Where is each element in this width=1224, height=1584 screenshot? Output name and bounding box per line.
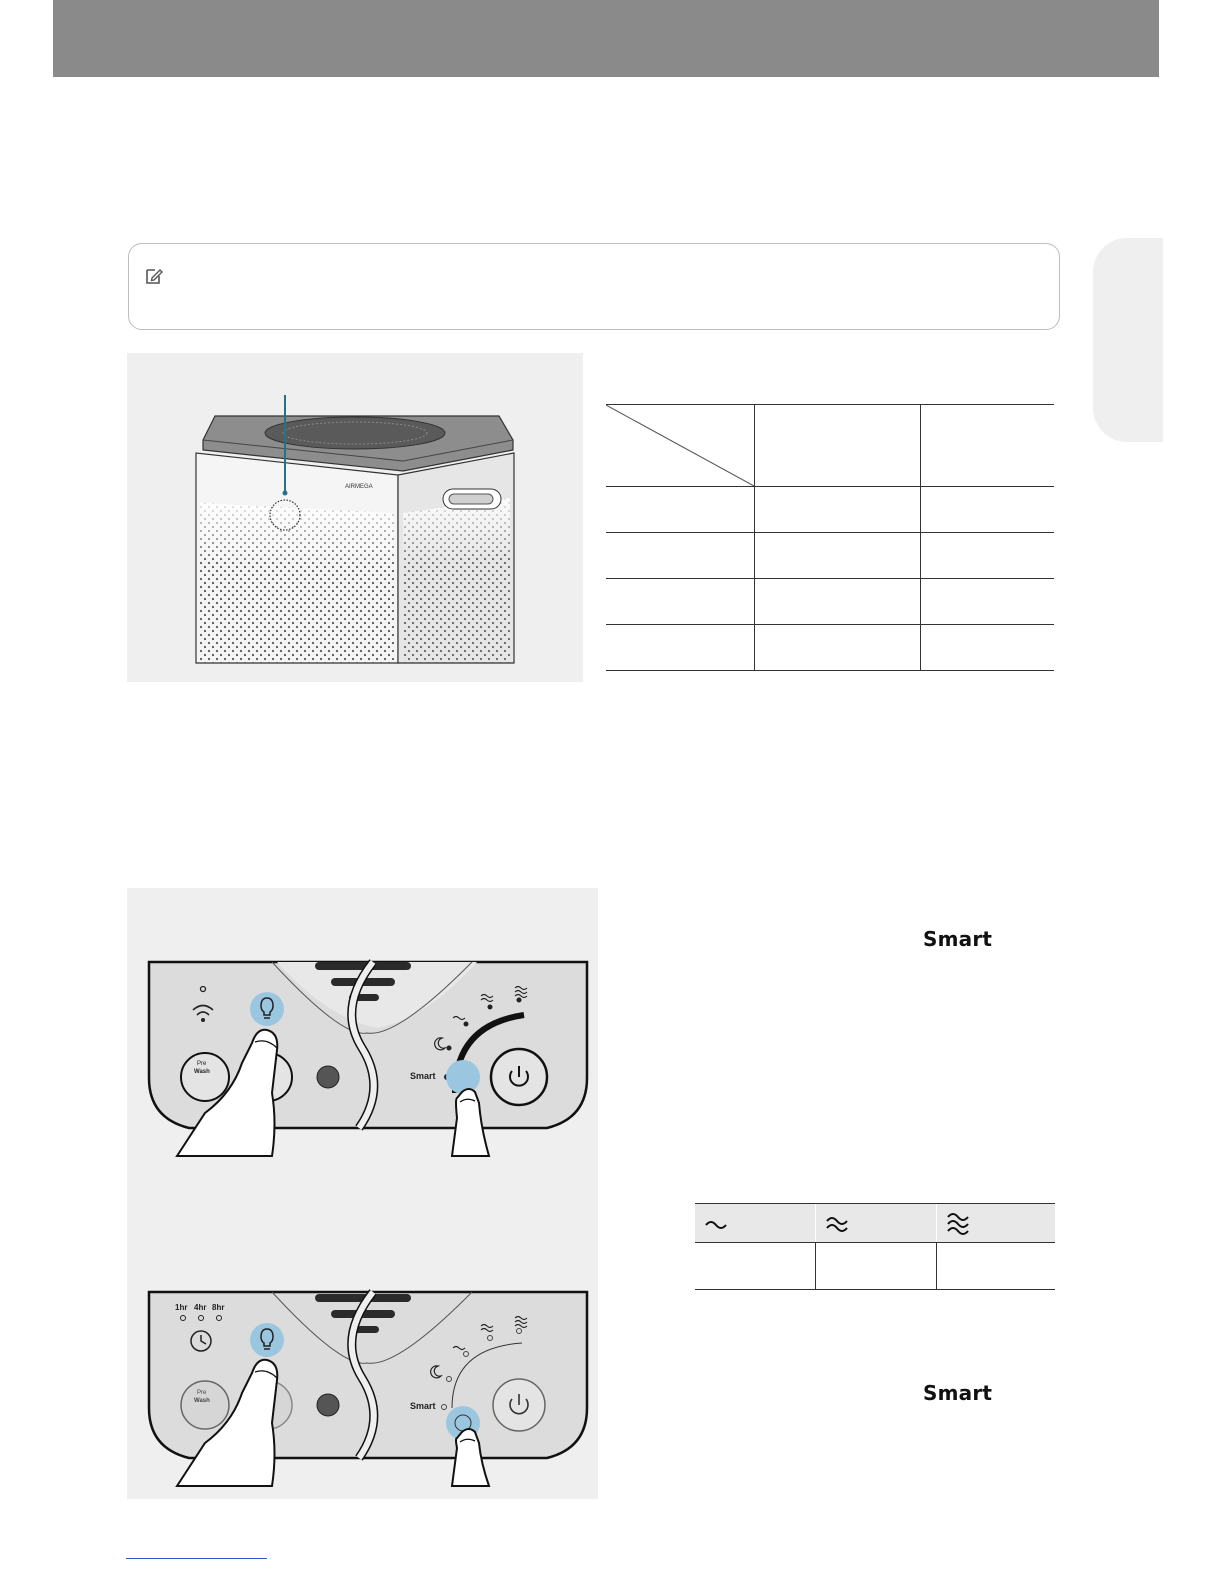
smart-mode-label: Smart [410, 1071, 436, 1081]
control-panel-drawing [127, 888, 598, 1499]
table-cell [937, 1243, 1056, 1290]
control-panel-top [149, 962, 587, 1156]
prewash-label-pre: Pre [197, 1390, 207, 1396]
header-band [53, 0, 1159, 77]
prewash-label-pre: Pre [197, 1061, 207, 1067]
brand-text: AIRMEGA [345, 484, 373, 490]
note-pencil-icon [144, 266, 164, 286]
table-cell [921, 625, 1055, 671]
smart-mode-text: Smart [923, 1381, 993, 1405]
table-cell [755, 533, 921, 579]
smart-mode-label: Smart [410, 1401, 436, 1411]
table-header-cell [755, 405, 921, 487]
table-cell [755, 487, 921, 533]
table-cell [755, 579, 921, 625]
section-side-tab [1093, 238, 1163, 442]
table-cell [816, 1243, 937, 1290]
fan-speed-table [695, 1203, 1055, 1290]
prewash-label-wash: Wash [194, 1398, 210, 1404]
timer-1hr-label: 1hr [175, 1303, 188, 1312]
fan-speed-header-low [695, 1204, 816, 1243]
fan-speed-header-medium [816, 1204, 937, 1243]
table-cell [606, 579, 755, 625]
fan-speed-low-icon [703, 1214, 729, 1232]
footer-link-underline[interactable] [126, 1558, 267, 1559]
product-illustration-panel [127, 353, 583, 682]
note-box [128, 243, 1060, 330]
sensor-table [606, 404, 1054, 671]
control-panel-illustrations [127, 888, 598, 1499]
table-header-cell [921, 405, 1055, 487]
smart-mode-text: Smart [923, 927, 993, 951]
fan-speed-medium-icon [824, 1212, 850, 1234]
timer-8hr-label: 8hr [212, 1303, 225, 1312]
fan-speed-header-high [937, 1204, 1056, 1243]
table-cell [921, 533, 1055, 579]
control-panel-bottom [149, 1292, 587, 1486]
diagonal-divider [606, 405, 754, 486]
table-cell [695, 1243, 816, 1290]
table-cell [606, 533, 755, 579]
table-cell [755, 625, 921, 671]
table-corner-cell [606, 405, 755, 487]
table-cell [606, 487, 755, 533]
air-purifier-illustration [127, 353, 583, 682]
timer-4hr-label: 4hr [194, 1303, 207, 1312]
fan-speed-high-icon [945, 1209, 971, 1237]
prewash-label-wash: Wash [194, 1069, 210, 1075]
table-cell [606, 625, 755, 671]
table-cell [921, 579, 1055, 625]
table-cell [921, 487, 1055, 533]
